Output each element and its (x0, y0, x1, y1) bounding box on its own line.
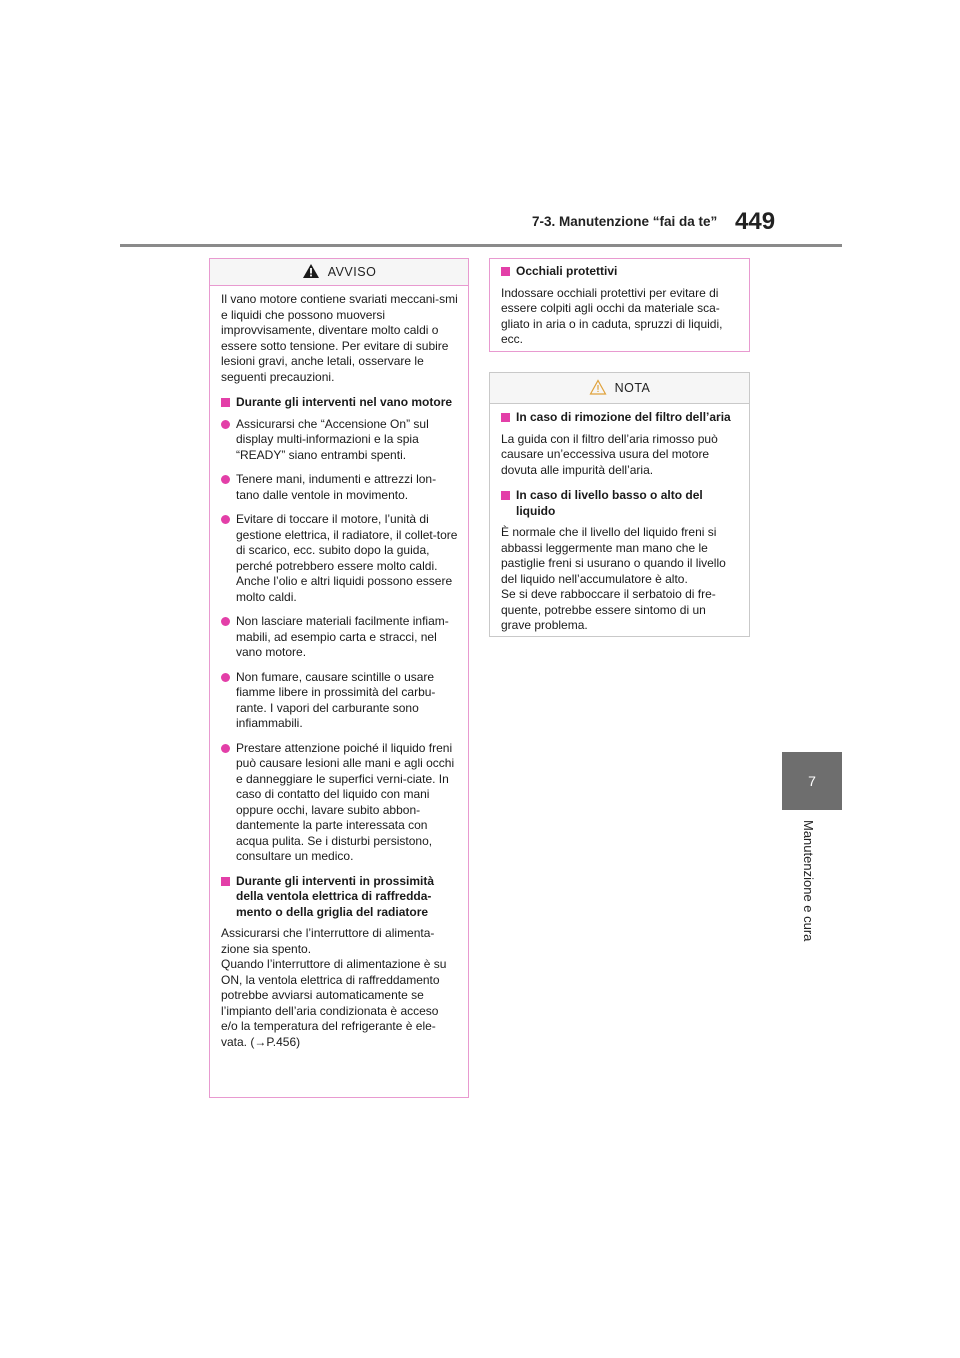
warning-section-1-title: Durante gli interventi nel vano motore (236, 395, 453, 409)
list-item: Tenere mani, indumenti e attrezzi lon-tano dalle ventole in movimento. (221, 472, 458, 503)
list-item: Assicurarsi che “Accensione On” sul display multi-informazioni e la spia “READY” siano entrambi spenti. (221, 417, 458, 464)
note-section-1 (501, 410, 739, 426)
square-bullet-icon (501, 267, 510, 276)
section-title: 7-3. Manutenzione “fai da te” (532, 214, 718, 229)
list-item: Non fumare, causare scintille o usare fiamme libere in prossimità del carbu-rante. I vapori del carburante sono infiammabili. (221, 670, 458, 732)
round-bullet-icon (221, 617, 230, 626)
note-section-2 (501, 488, 739, 519)
round-bullet-icon (221, 420, 230, 429)
note-section-1-text: La guida con il filtro dell’aria rimosso può causare un’eccessiva usura del motore dovuta alle impurità dell’aria. (501, 431, 718, 477)
protective-glasses-box (489, 258, 750, 352)
round-bullet-icon (221, 744, 230, 753)
warning-box (209, 258, 469, 1098)
note-section-2-text: È normale che il livello del liquido freni si abbassi leggermente man mano che le pastiglie freni si usurano o quando il livello del liquido nell’accumulatore è alto. Se si deve rabboccare il serbatoio di fre-quente, potrebbe essere sintomo di un grave problema. (501, 525, 726, 632)
warning-box-title: AVVISO (327, 265, 377, 279)
round-bullet-icon (221, 673, 230, 682)
page-number: 449 (735, 208, 776, 235)
chapter-tab (782, 752, 842, 810)
header-divider (120, 244, 842, 247)
caution-triangle-outline-icon (589, 379, 607, 398)
list-item: Evitare di toccare il motore, l’unità di gestione elettrica, il radiatore, il collet-tore di scarico, ecc. subito dopo la guida, perché potrebbero essere molto caldi. Anche l’olio e altri liquidi possono essere molto caldi. (221, 512, 458, 605)
chapter-number: 7 (808, 773, 816, 789)
square-bullet-icon (221, 877, 230, 886)
round-bullet-icon (221, 475, 230, 484)
note-section-2-title: In caso di livello basso o alto del liquido (516, 488, 703, 518)
chapter-label: Manutenzione e cura (801, 820, 816, 942)
square-bullet-icon (221, 398, 230, 407)
square-bullet-icon (501, 491, 510, 500)
note-section-1-title: In caso di rimozione del filtro dell’aria (516, 410, 731, 424)
warning-triangle-icon (302, 263, 320, 282)
note-box (489, 372, 750, 637)
glasses-title: Occhiali protettivi (516, 264, 618, 278)
glasses-text: Indossare occhiali protettivi per evitare di essere colpiti agli occhi da materiale sca-gliato in aria o in caduta, spruzzi di liquidi, ecc. (501, 285, 723, 346)
warning-section-1 (221, 395, 458, 411)
warning-box-header (210, 259, 468, 286)
note-box-header (490, 373, 749, 404)
list-item: Prestare attenzione poiché il liquido freni può causare lesioni alle mani e agli occhi e danneggiare le superfici verni-ciate. In caso di contatto del liquido con mani oppure occhi, lavare subito abbon-dantemente la parte interessata con acqua pulita. Se i disturbi persistono, consultare un medico. (221, 741, 458, 865)
list-item: Non lasciare materiali facilmente infiam-mabili, ad esempio carta e stracci, nel vano motore. (221, 614, 458, 661)
square-bullet-icon (501, 413, 510, 422)
warning-section-2-text: Assicurarsi che l’interruttore di alimenta-zione sia spento. Quando l’interruttore di alimentazione è su ON, la ventola elettrica di raffreddamento potrebbe avviarsi automaticamente se l’impianto dell’aria condizionata è acceso e/o la temperatura del refrigerante è ele-vata. (→P.456) (221, 926, 447, 1049)
glasses-section (501, 264, 739, 280)
warning-intro: Il vano motore contiene svariati meccani-smi e liquidi che possono muoversi improvvisamente, diventare molto caldi o essere sotto tensione. Per evitare di subire lesioni gravi, anche letali, osservare le seguenti precauzioni. (221, 292, 458, 384)
warning-section-2-title: Durante gli interventi in prossimità della ventola elettrica di raffredda-mento o della griglia del radiatore (236, 873, 435, 919)
round-bullet-icon (221, 515, 230, 524)
warning-section-2 (221, 874, 458, 921)
note-box-title: NOTA (614, 381, 651, 395)
